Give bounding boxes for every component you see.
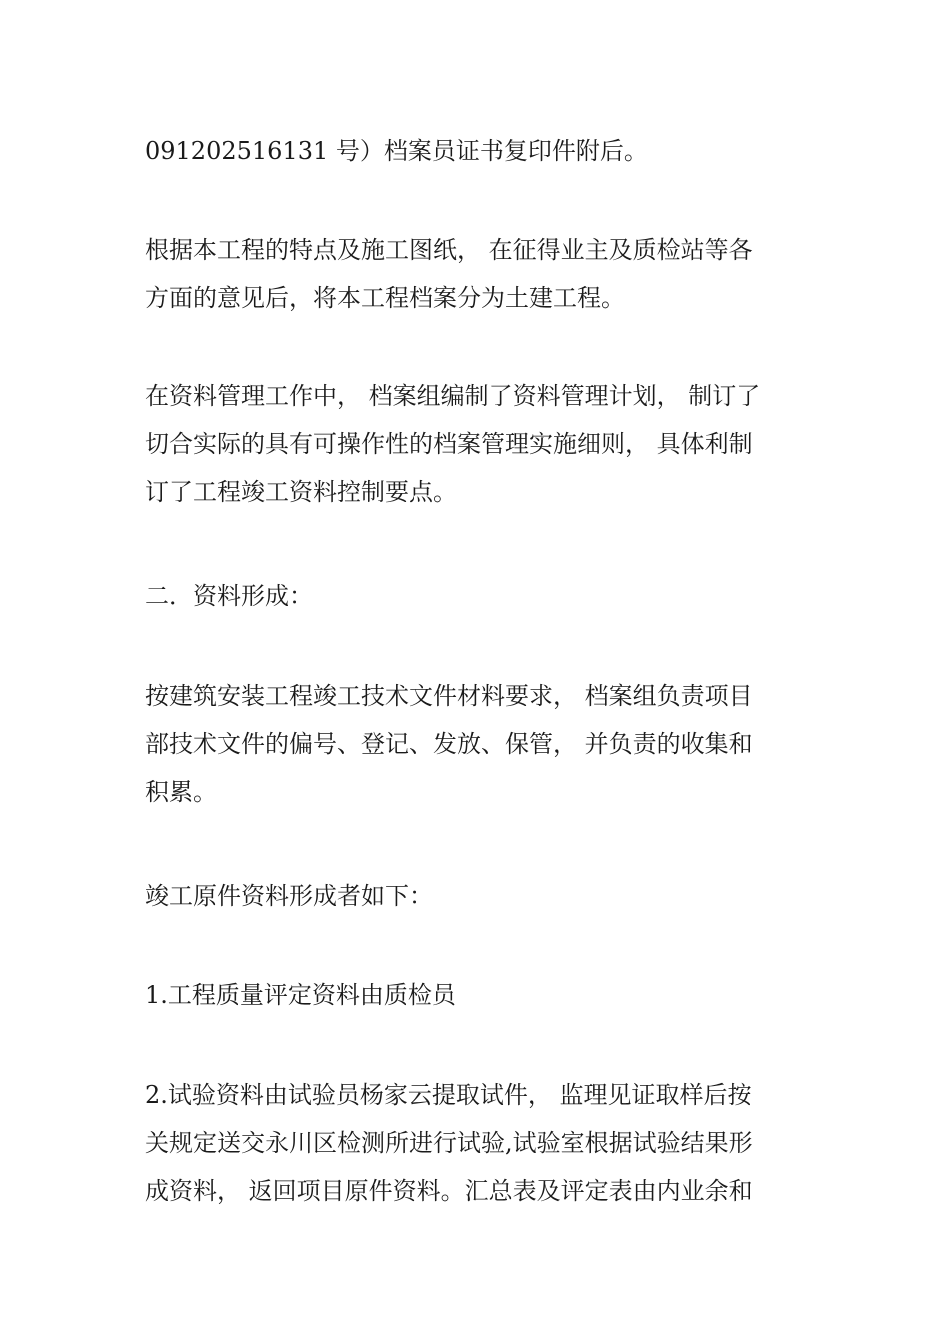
text-line: 根据本工程的特点及施工图纸， 在征得业主及质检站等各 (145, 236, 753, 264)
text-line: 1.工程质量评定资料由质检员 (145, 981, 456, 1009)
text-line: 成资料， 返回项目原件资料。汇总表及评定表由内业余和 (145, 1177, 753, 1205)
text-line: 关规定送交永川区检测所进行试验,试验室根据试验结果形 (145, 1129, 753, 1157)
paragraph-certificate-note (145, 127, 815, 175)
text-line: 按建筑安装工程竣工技术文件材料要求， 档案组负责项目 (145, 682, 753, 710)
text-line: 2.试验资料由试验员杨家云提取试件， 监理见证取样后按 (145, 1081, 752, 1109)
text-line: 切合实际的具有可操作性的档案管理实施细则， 具体利制 (145, 430, 753, 458)
paragraph-originators-intro (145, 872, 815, 920)
text-line: 方面的意见后，将本工程档案分为土建工程。 (145, 284, 625, 312)
list-item-test-data (145, 1071, 815, 1215)
text-line: 积累。 (145, 778, 217, 806)
section-heading-data-formation (145, 572, 815, 620)
text-line: 091202516131 号）档案员证书复印件附后。 (145, 137, 648, 165)
list-item-quality-assessment (145, 971, 815, 1019)
text-line: 部技术文件的偏号、登记、发放、保管， 并负责的收集和 (145, 730, 753, 758)
paragraph-management-plan (145, 372, 815, 516)
paragraph-technical-files (145, 672, 815, 816)
text-line: 在资料管理工作中， 档案组编制了资料管理计划， 制订了 (145, 382, 761, 410)
text-line: 二．资料形成： (145, 582, 313, 610)
text-line: 竣工原件资料形成者如下： (145, 882, 433, 910)
paragraph-archive-classification (145, 226, 815, 322)
text-line: 订了工程竣工资料控制要点。 (145, 478, 457, 506)
